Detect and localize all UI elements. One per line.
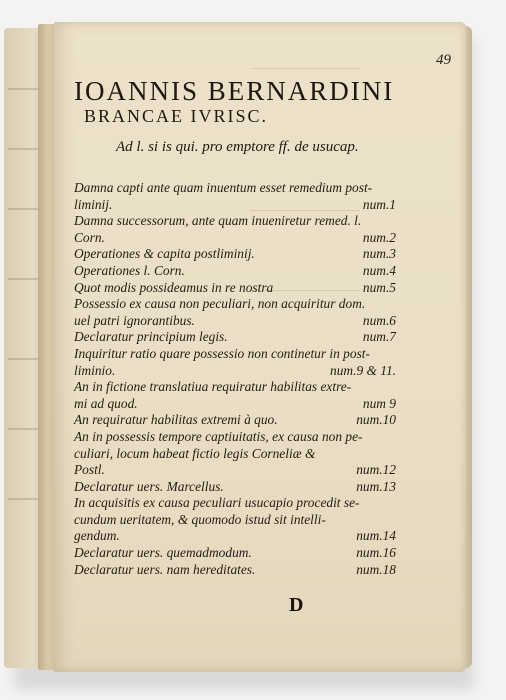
toc-entry-text: Declaratur uers. quemadmodum.: [74, 545, 252, 561]
toc-entry-number: num.16: [356, 545, 396, 561]
toc-entry: [74, 279, 396, 297]
toc-entry-number: num.4: [362, 262, 396, 278]
toc-entry-number: num 9: [362, 395, 396, 411]
toc-entry: [74, 495, 396, 545]
toc-entry-number: num.13: [356, 478, 396, 494]
toc-entry-number: num.10: [356, 412, 396, 428]
toc-entry-text: Declaratur uers. nam hereditates.: [74, 561, 256, 577]
toc-entry-number: num.9 & 11.: [330, 362, 396, 378]
page-subtitle: BRANCAE IVRISC.: [84, 106, 269, 126]
toc-entry-text: Declaratur uers. Marcellus.: [74, 478, 224, 494]
toc-entry: [74, 379, 396, 412]
page-number: 49: [436, 52, 451, 68]
toc-entry-text: In acquisitis ex causa peculiari usucapio procedit se- cundum ueritatem, & quomodo istud sit intelli- gendum.: [74, 495, 360, 544]
toc-entry: [74, 478, 396, 496]
toc-entry: [74, 180, 396, 213]
toc-entry-number: num.18: [356, 561, 396, 577]
toc-entry-text: Inquiritur ratio quare possessio non continetur in post- liminio.: [74, 345, 370, 378]
toc-entry-number: num.3: [362, 246, 396, 262]
toc-entry-number: num.5: [362, 279, 396, 295]
toc-entry-text: An requiratur habilitas extremi à quo.: [74, 412, 278, 428]
signature-mark: D: [289, 594, 304, 616]
toc-entry-number: num.6: [362, 312, 396, 328]
section-heading: Ad l. si is qui. pro emptore ff. de usucap.: [116, 139, 359, 155]
page-title: IOANNIS BERNARDINI: [74, 76, 395, 106]
toc-entry-text: Damna successorum, ante quam inueniretur remed. l. Corn.: [74, 213, 362, 245]
toc-entry: [74, 561, 396, 579]
show-through: [250, 68, 360, 69]
toc-entry-number: num.1: [362, 196, 396, 212]
toc-entry-text: Possessio ex causa non peculiari, non acquiritur dom. uel patri ignorantibus.: [74, 296, 366, 328]
toc-entry-number: num.12: [356, 462, 396, 478]
toc-entry: [74, 345, 396, 379]
toc-entry-text: Quot modis possideamus in re nostra: [74, 279, 274, 295]
toc-entry-text: Operationes l. Corn.: [74, 262, 185, 278]
toc-entry-number: num.14: [356, 528, 396, 544]
toc-entry-number: num.7: [362, 329, 396, 345]
toc-entry-text: Declaratur principium legis.: [74, 329, 228, 345]
toc-entry: [74, 545, 396, 562]
toc-entry: [74, 428, 396, 479]
toc-entry: [74, 412, 396, 429]
toc-entry-text: An in possessis tempore captiuitatis, ex causa non pe- culiari, locum habeat fictio legis Corneliæ & Postl.: [74, 428, 363, 478]
toc-entry-text: Operationes & capita postliminij.: [74, 246, 255, 262]
toc-entry: [74, 329, 396, 346]
toc-entry-text: Damna capti ante quam inuentum esset remedium post- liminij.: [74, 180, 373, 212]
toc-entry-number: num.2: [362, 229, 396, 245]
toc-entry: [74, 262, 396, 280]
toc-entry: [74, 246, 396, 263]
toc-entry-text: An in fictione translatiua requiratur habilitas extre- mi ad quod.: [74, 379, 352, 411]
toc-entry: [74, 296, 396, 329]
toc-entry: [74, 213, 396, 246]
table-of-contents: [74, 180, 396, 578]
